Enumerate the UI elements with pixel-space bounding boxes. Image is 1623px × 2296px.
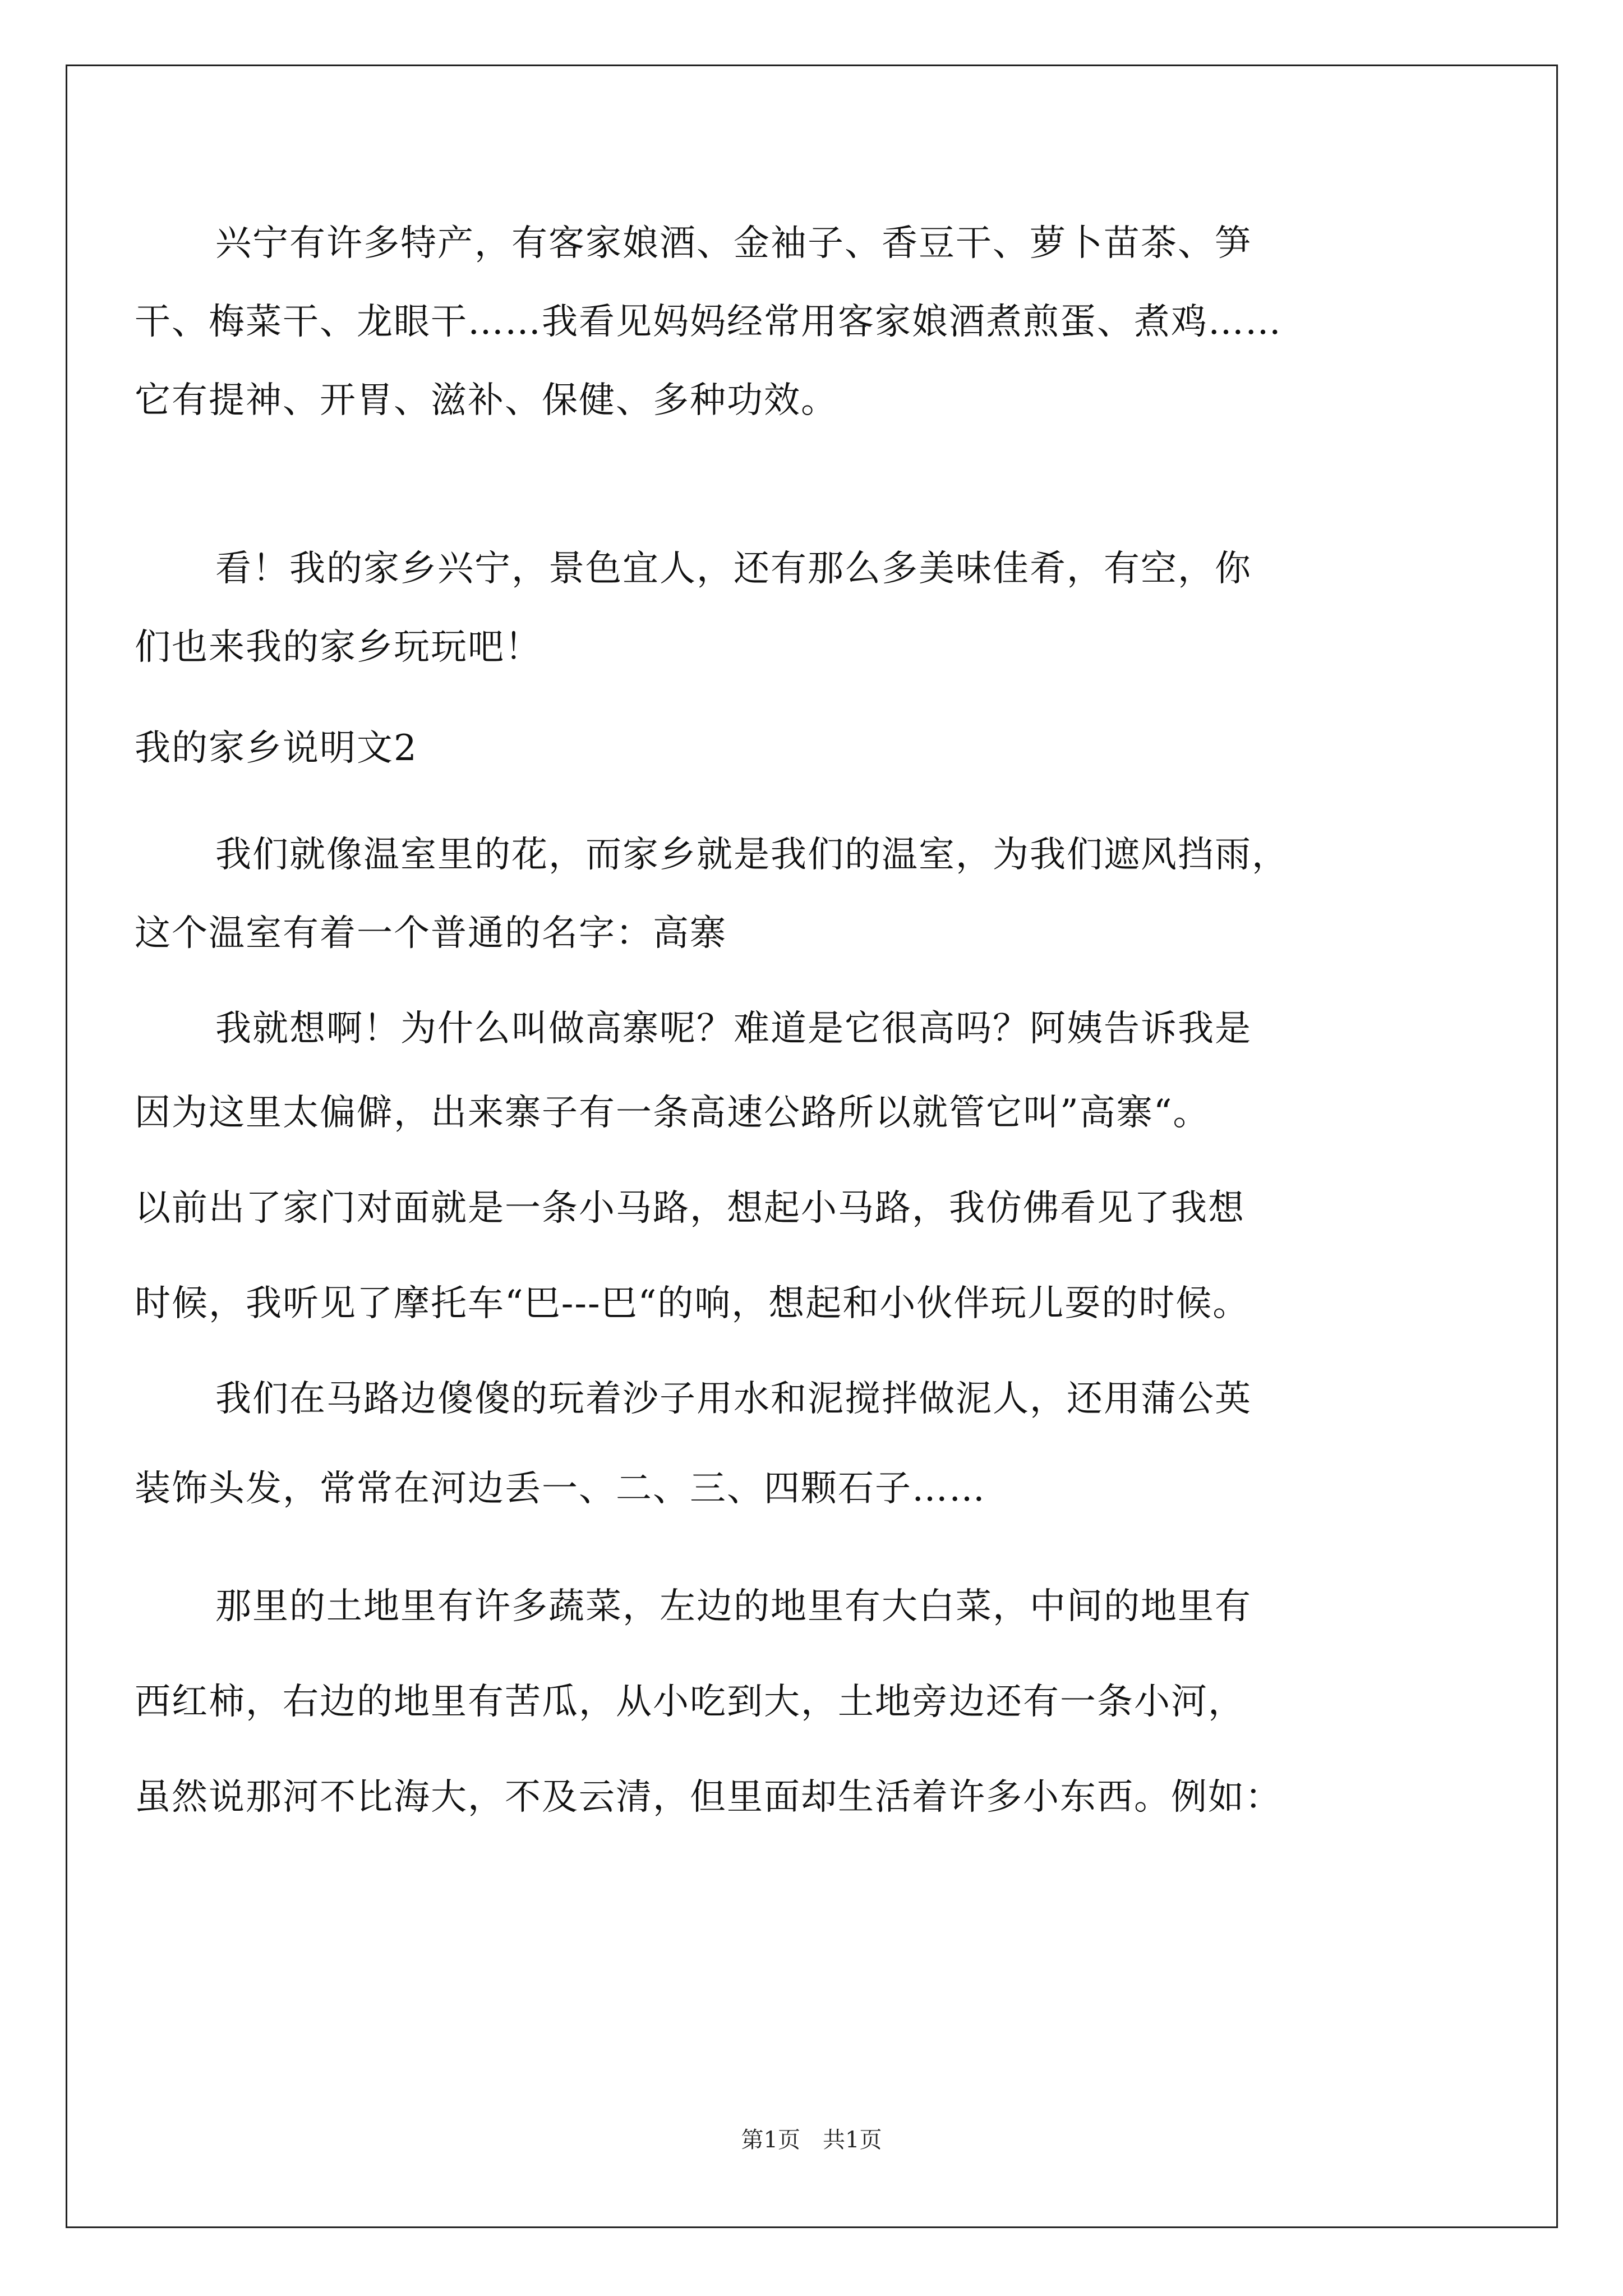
text-line: 西红柿，右边的地里有苦瓜，从小吃到大，土地旁边还有一条小河，	[135, 1681, 1245, 1723]
text-line: 这个温室有着一个普通的名字：高寨	[135, 913, 727, 954]
text-line: 那里的土地里有许多蔬菜，左边的地里有大白菜，中间的地里有	[215, 1586, 1252, 1627]
text-line: 我们就像温室里的花，而家乡就是我们的温室，为我们遮风挡雨，	[215, 834, 1289, 876]
text-line: 因为这里太偏僻，出来寨子有一条高速公路所以就管它叫”高寨“。	[135, 1092, 1210, 1134]
section-heading: 我的家乡说明文2	[135, 728, 418, 769]
text-line: 看！我的家乡兴宁，景色宜人，还有那么多美味佳肴，有空，你	[215, 548, 1252, 590]
text-line: 我们在马路边傻傻的玩着沙子用水和泥搅拌做泥人，还用蒲公英	[215, 1378, 1252, 1420]
page-number-footer: 第1页 共1页	[741, 2127, 882, 2153]
text-line: 我就想啊！为什么叫做高寨呢？难道是它很高吗？阿姨告诉我是	[215, 1008, 1252, 1050]
text-line: 虽然说那河不比海大，不及云清，但里面却生活着许多小东西。例如：	[135, 1777, 1282, 1818]
text-line: 时候，我听见了摩托车“巴---巴“的响，想起和小伙伴玩儿耍的时候。	[135, 1283, 1250, 1324]
text-line: 装饰头发，常常在河边丢一、二、三、四颗石子……	[135, 1468, 986, 1510]
text-line: 以前出了家门对面就是一条小马路，想起小马路，我仿佛看见了我想	[135, 1188, 1245, 1229]
text-line: 干、梅菜干、龙眼干……我看见妈妈经常用客家娘酒煮煎蛋、煮鸡……	[135, 301, 1282, 343]
text-line: 兴宁有许多特产，有客家娘酒、金袖子、香豆干、萝卜苗茶、笋	[215, 223, 1252, 264]
text-line: 们也来我的家乡玩玩吧！	[135, 627, 542, 668]
text-line: 它有提神、开胃、滋补、保健、多种功效。	[135, 380, 838, 421]
